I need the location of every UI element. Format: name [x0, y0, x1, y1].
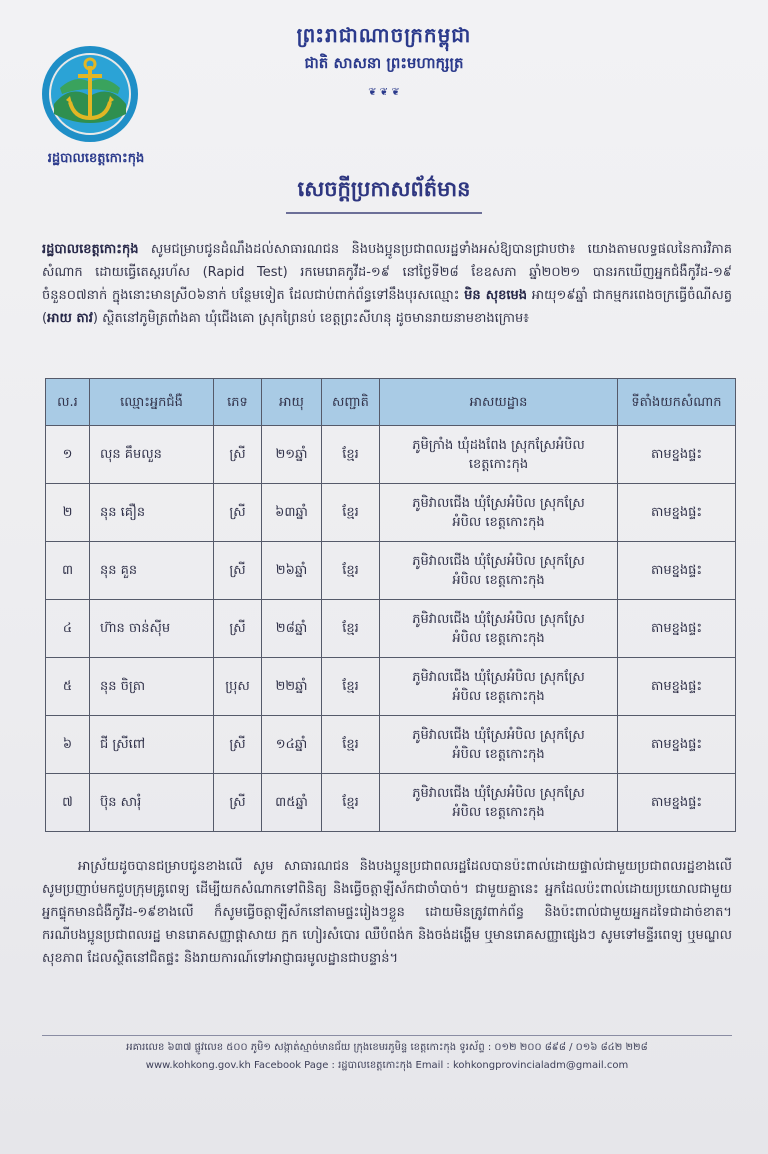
cell-no: ៤	[46, 600, 90, 658]
cell-nationality: ខ្មែរ	[322, 716, 380, 774]
cell-sample-site: តាមខ្នងផ្ទះ	[618, 774, 736, 832]
closing-paragraph: អាស្រ័យដូចបានជម្រាបជូនខាងលើ សូម សាធារណជន និងបងប្អូនប្រជាពលរដ្ឋដែលបានប៉ះពាល់ដោយផ្ទាល់ជាមួយប្រជាពលរដ្ឋខាងលើ សូមប្រញាប់មកជួបក្រុមគ្រូពេទ្យ ដើម្បីយកសំណាកទៅពិនិត្យ និងធ្វើចត្តាឡីស័កជាចាំបាច់។ ជាមួយគ្នានេះ អ្នកដែលប៉ះពាល់ដោយប្រយោលជាមួយអ្នកផ្ទុកមានជំងឺកូវីដ-១៩ខាងលើ ក៏សូមធ្វើចត្តាឡីស័កនៅតាមផ្ទះរៀងៗខ្លួន ដោយមិនត្រូវពាក់ព័ន្ធ និងប៉ះពាល់ជាមួយអ្នកដទៃជាដាច់ខាត។ ករណីបងប្អូនប្រជាពលរដ្ឋ មានរោគសញ្ញាផ្តាសាយ ក្អក ហៀរសំបោរ ឈឺបំពង់ក និងចង់ដង្ហើម ឬមានរោគសញ្ញាផ្សេងៗ សូមទៅមន្ទីរពេទ្យ ឬមណ្ឌលសុខភាព ដែលស្ថិតនៅជិតផ្ទះ និងរាយការណ៍ទៅអាជ្ញាធរមូលដ្ឋានជាបន្ទាន់។	[42, 859, 732, 966]
address-line-2: អំបិល ខេត្តកោះកុង	[452, 688, 545, 704]
address-line-2: ខេត្តកោះកុង	[468, 456, 529, 472]
cell-sample-site: តាមខ្នងផ្ទះ	[618, 426, 736, 484]
cell-age: ២២ឆ្នាំ	[262, 658, 322, 716]
address-line-1: ភូមិវាលជើង ឃុំស្រែអំបិល ស្រុកស្រែ	[412, 495, 585, 511]
header-sample-site: ទីតាំងយកសំណាក	[618, 379, 736, 426]
cell-nationality: ខ្មែរ	[322, 658, 380, 716]
address-line-1: ភូមិវាលជើង ឃុំស្រែអំបិល ស្រុកស្រែ	[412, 669, 585, 685]
anchor-emblem-icon	[40, 44, 140, 144]
header-no: ល.រ	[46, 379, 90, 426]
cell-nationality: ខ្មែរ	[322, 426, 380, 484]
address-line-2: អំបិល ខេត្តកោះកុង	[452, 804, 545, 820]
cell-age: ១៤ឆ្នាំ	[262, 716, 322, 774]
cell-name: នុន គួន	[90, 542, 214, 600]
intro-body-2: អាយុ១៩ឆ្នាំ ជាកម្មករពេងចក្រធ្វើចំណីសត្វ (	[42, 288, 732, 326]
company-name: អាយ តាវ	[47, 311, 93, 326]
address-line-1: ភូមិក្រាំង ឃុំដងពែង ស្រុកស្រែអំបិល	[412, 437, 585, 453]
address-line-2: អំបិល ខេត្តកោះកុង	[452, 746, 545, 762]
table-row	[46, 484, 736, 542]
table-header-row	[46, 379, 736, 426]
address-line-2: អំបិល ខេត្តកោះកុង	[452, 630, 545, 646]
org-name: រដ្ឋបាលខេត្តកោះកុង	[47, 151, 145, 166]
cell-age: ៣៥ឆ្នាំ	[262, 774, 322, 832]
footer-contacts: www.kohkong.gov.kh Facebook Page : រដ្ឋបាលខេត្តកោះកុង Email : kohkongprovincialadm@gmail.com	[145, 1060, 629, 1071]
address-line-1: ភូមិវាលជើង ឃុំស្រែអំបិល ស្រុកស្រែ	[412, 727, 585, 743]
cell-address	[380, 542, 618, 600]
cell-nationality: ខ្មែរ	[322, 600, 380, 658]
cell-sample-site: តាមខ្នងផ្ទះ	[618, 716, 736, 774]
cell-name: លុន គឹមលួន	[90, 426, 214, 484]
cell-sample-site: តាមខ្នងផ្ទះ	[618, 658, 736, 716]
cell-no: ៥	[46, 658, 90, 716]
address-line-2: អំបិល ខេត្តកោះកុង	[452, 514, 545, 530]
cell-no: ៦	[46, 716, 90, 774]
cell-nationality: ខ្មែរ	[322, 542, 380, 600]
cell-sample-site: តាមខ្នងផ្ទះ	[618, 484, 736, 542]
cell-no: ១	[46, 426, 90, 484]
intro-paragraph	[42, 238, 732, 330]
footer-divider	[42, 1035, 732, 1036]
header-sex: ភេទ	[214, 379, 262, 426]
motto-ornament: ❦ ❦ ❦	[368, 87, 400, 98]
address-line-1: ភូមិវាលជើង ឃុំស្រែអំបិល ស្រុកស្រែ	[412, 785, 585, 801]
cell-name: នុន គឿន	[90, 484, 214, 542]
header-nationality: សញ្ជាតិ	[322, 379, 380, 426]
header-age: អាយុ	[262, 379, 322, 426]
address-line-1: ភូមិវាលជើង ឃុំស្រែអំបិល ស្រុកស្រែ	[412, 611, 585, 627]
cell-address	[380, 484, 618, 542]
cell-sample-site: តាមខ្នងផ្ទះ	[618, 600, 736, 658]
cell-address	[380, 658, 618, 716]
table-row	[46, 426, 736, 484]
table-row	[46, 716, 736, 774]
table-row	[46, 774, 736, 832]
cell-address	[380, 716, 618, 774]
cell-nationality: ខ្មែរ	[322, 484, 380, 542]
cell-address	[380, 426, 618, 484]
cell-sex: ប្រុស	[214, 658, 262, 716]
cell-age: ២៦ឆ្នាំ	[262, 542, 322, 600]
address-line-2: អំបិល ខេត្តកោះកុង	[452, 572, 545, 588]
cell-no: ៣	[46, 542, 90, 600]
cell-address	[380, 600, 618, 658]
cell-no: ៧	[46, 774, 90, 832]
cell-nationality: ខ្មែរ	[322, 774, 380, 832]
table-row	[46, 658, 736, 716]
intro-body-3: ) ស្ថិតនៅភូមិត្រពាំងគា ឃុំជើងគោ ស្រុកព្រៃនប់ ខេត្តព្រះសីហនុ ដូចមានរាយនាមខាងក្រោម៖	[92, 311, 529, 326]
cell-age: ២៨ឆ្នាំ	[262, 600, 322, 658]
cell-name: នុន ចិត្រា	[90, 658, 214, 716]
cell-sex: ស្រី	[214, 484, 262, 542]
address-line-1: ភូមិវាលជើង ឃុំស្រែអំបិល ស្រុកស្រែ	[412, 553, 585, 569]
cell-sex: ស្រី	[214, 774, 262, 832]
cell-age: ២១ឆ្នាំ	[262, 426, 322, 484]
cell-age: ៦៣ឆ្នាំ	[262, 484, 322, 542]
intro-org-name: រដ្ឋបាលខេត្តកោះកុង	[42, 242, 139, 257]
header-address: អាសយដ្ឋាន	[380, 379, 618, 426]
title-underline	[286, 212, 482, 214]
cases-table	[45, 378, 736, 832]
cell-sex: ស្រី	[214, 716, 262, 774]
kingdom-heading: ព្រះរាជាណាចក្រកម្ពុជា	[296, 23, 472, 47]
linked-person-name: មិន សុខមេង	[464, 288, 528, 303]
cell-name: ហ៊ាន ចាន់ស៊ីម	[90, 600, 214, 658]
table-row	[46, 542, 736, 600]
cell-sample-site: តាមខ្នងផ្ទះ	[618, 542, 736, 600]
cell-sex: ស្រី	[214, 426, 262, 484]
footer-address: អគារលេខ ៦៣៧ ផ្លូវលេខ ៥០០ ភូមិ១ សង្កាត់ស្មាច់មានជ័យ ក្រុងខេមរភូមិន្ទ ខេត្តកោះកុង ទូរស័ព្ទ : ០១២ ២០០ ៨៩៨ / ០១៦ ៨៤២ ២២៨	[126, 1042, 648, 1053]
cell-address	[380, 774, 618, 832]
table-row	[46, 600, 736, 658]
header-name: ឈ្មោះអ្នកជំងឺ	[90, 379, 214, 426]
cell-no: ២	[46, 484, 90, 542]
intro-body: សូមជម្រាបជូនដំណឹងដល់សាធារណជន និងបងប្អូនប្រជាពលរដ្ឋទាំងអស់ឱ្យបានជ្រាបថា៖ យោងតាមលទ្ធផលនៃការវិភាគសំណាក ដោយធ្វើតេស្តរហ័ស (Rapid Test) រកមេរោគកូវីដ-១៩ នៅថ្ងៃទី២៨ ខែឧសភា ឆ្នាំ២០២១ បានរកឃើញអ្នកជំងឺកូវីដ-១៩ ចំនួន០៧នាក់ ក្នុងនោះមានស្រី០៦នាក់ បន្ថែមទៀត ដែលជាប់ពាក់ព័ន្ធទៅនឹងបុរសឈ្មោះ	[42, 242, 732, 303]
cell-sex: ស្រី	[214, 542, 262, 600]
cell-name: ជី ស្រីពៅ	[90, 716, 214, 774]
cell-sex: ស្រី	[214, 600, 262, 658]
cell-name: ប៊ុន សារុំ	[90, 774, 214, 832]
national-motto: ជាតិ សាសនា ព្រះមហាក្សត្រ	[304, 54, 464, 72]
document-title: សេចក្តីប្រកាសព័ត៌មាន	[297, 177, 471, 201]
